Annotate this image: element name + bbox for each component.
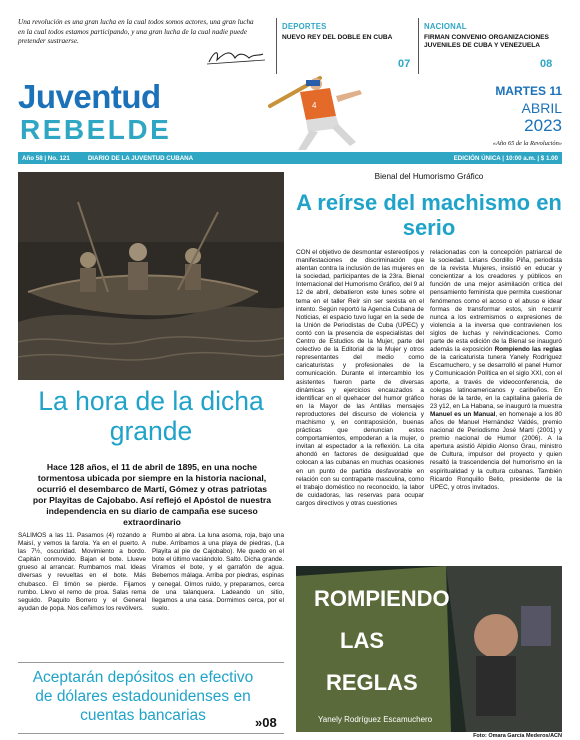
section-page-deportes: 07 — [398, 58, 411, 70]
second-body-col2: relacionadas con la concepción patriarcal de la sociedad. Lirians Gordillo Piña, periodista de la revista Mujeres, insistió en educar y concientizar a los creadores y públicos en función de una mejor asimilación crítica del pensamiento feminista que permita cuestionar fenómenos como el acoso o el abuso e idear formas de transformar estos, sin recurrir nunca a los extremismos o expresiones de violencia a la inversa que contravienen los siglos de luchas y reivindicaciones. Como parte de esta edición de la Bienal se inauguró además la exposición Rompiendo las reglas de la caricaturista tunera Yanely Rodríguez Escamuchero, y se desarrolló el panel Humor y Comunicación Política en el siglo XXI, con el aporte, a través de videoconferencia, de colegas latinoamericanos y caribeños. En horas de la tarde, en la capitalina galería de 23 y12, en La Habana, se inauguró la muestra Manuel es un Manual, en homenaje a los 80 años de Manuel Hernández Valdés, premio nacional de Periodismo José Martí (2001) y premio nacional de Humor (2006). A la apertura asistió Alpidio Alonso Grau, ministro de Cultura, impulsor del proyecto y quien resaltó la trascendencia del humorismo en la espiritualidad y la cultura cubanas. También Ricardo Ronquillo Bello, presidente de la UPEC, y otros invitados. — [430, 249, 562, 491]
banner-word-2: LAS — [340, 628, 384, 653]
section-page-nacional: 08 — [540, 58, 553, 70]
lead-deck: Hace 128 años, el 11 de abril de 1895, en una noche tormentosa ubicada por siempre en la historia nacional, ocurrió el desembarco de Martí, Gómez y otras patriotas por Playitas de Cajobabo. Así reflejó el Apóstol de nuestra independencia en su diario de campaña ese suceso extraordinario — [32, 462, 272, 527]
ad-page-ref: »08 — [255, 715, 277, 730]
top-quote: Una revolución es una gran lucha en la cual todos somos actores, una gran lucha en la cual todos estamos participando, y una gran lucha de la cual nadie puede pretender sustraerse. — [18, 18, 254, 46]
lead-body-col1: SALIMOS a las 11. Pasamos (4) rozando a Maisí, y vemos la farola. Ya en el puerto. A las 7½, oscuridad. Movimiento a bordo. Capitán conmovido. Bajan el bote. Llueve grueso al arrancar. Rumbamos mal. Ideas diversas y revueltas en el bote. Más chubasco. El timón se pierde. Fijamos rumbo. Llevo el remo de proa. Salas rema seguido. Paquito Borrero y el General ayudan de popa. Nos ceñimos los revólvers. — [18, 532, 146, 612]
section-label-deportes[interactable]: DEPORTES — [282, 22, 327, 31]
date-weekday: MARTES 11 — [495, 84, 562, 98]
edition-price: EDICIÓN ÚNICA | 10:00 a.m. | $ 1.00 — [453, 154, 558, 162]
date-year: 2023 — [524, 116, 562, 135]
divider — [418, 18, 419, 74]
exhibit-name: Rompiendo las reglas — [494, 346, 562, 354]
second-kicker: Bienal del Humorismo Gráfico — [374, 172, 484, 181]
masthead-rebelde: REBELDE — [20, 114, 172, 145]
section-headline-deportes[interactable]: NUEVO REY DEL DOBLE EN CUBA — [282, 34, 393, 41]
date-month: ABRIL — [521, 100, 562, 116]
ad-headline[interactable]: Aceptarán depósitos en efectivo de dólares estadounidenses en cuentas bancarias — [32, 669, 254, 724]
lead-body-col2: Rumbo al abra. La luna asoma, roja, bajo una nube. Arribamos a una playa de piedras, (La Playita al pie de Cajobabo). Me quedo en el bote el último vaciándolo. Salto. Dicha grande. Viramos el bote, y el garrafón de agua. Bebemos málaga. Arriba por piedras, espinas y cenegal. Oímos ruido, y preparamos, cerca de una talanquera. Ladeando un sitio, llegamos a una casa. Dormimos cerca, por el suelo. — [152, 532, 284, 612]
banner-artist: Yanely Rodríguez Escamuchero — [318, 715, 433, 724]
second-body-col1: CON el objetivo de desmontar estereotipos y manifestaciones de discriminación que atentan contra la inclusión de las mujeres en la sociedad, participantes de la 23ra. Bienal Internacional del Humorismo Gráfico, del 9 al 12 de abril, debatieron este lunes sobre el tema en el taller Reír sin ser sexista en el intento. Según reportó la Agencia Cubana de Noticias, el espacio tuvo lugar en la sede de la Unión de Periodistas de Cuba (UPEC) y contó con la presencia de especialistas del Centro de Estudios de la Mujer, parte del colectivo de la Editorial de la Mujer y otros representantes del medio como caricaturistas y profesionales de la comunicación. Durante el intercambio los asistentes fueron parte de diversas dinámicas y ejercicios encauzados a identificar en el quehacer del humor gráfico en la Mayor de las Antillas mensajes reproductores del discurso de violencia y machismo y, en contraposición, buenas prácticas que denuncian estos comportamientos, empoderan a la mujer, o invitan al espectador a la reflexión. La cita ahondó en factores de desigualdad que colocan a las cubanas en muchas ocasiones en un punto de partida desfavorable en relación con su contraparte masculina, como el trabajo doméstico no reconocido, la labor de cuidadoras, las reservas para ocupar cargos directivos y otras cuestiones — [296, 249, 424, 507]
banner-word-3: REGLAS — [326, 670, 418, 695]
section-headline-nacional[interactable]: FIRMAN CONVENIO ORGANIZACIONES JUVENILES DE CUBA Y VENEZUELA — [424, 34, 549, 49]
second-headline[interactable]: A reírse del machismo en serio — [296, 190, 562, 240]
masthead-band — [18, 152, 562, 164]
tagline: DIARIO DE LA JUVENTUD CUBANA — [87, 154, 194, 162]
exhibit-name-2: Manuel es un Manual — [430, 410, 496, 418]
photo-credit: Foto: Omara García Mederos/ACN — [473, 733, 562, 739]
masthead-juventud: Juventud — [18, 78, 161, 115]
issue-number: Año 58 | No. 121 — [22, 154, 70, 162]
landing-engraving-image — [18, 172, 284, 380]
banner-word-1: ROMPIENDO — [314, 586, 450, 611]
exhibition-photo — [296, 566, 562, 732]
signature-image — [205, 46, 267, 68]
svg-text:4: 4 — [312, 101, 317, 110]
section-label-nacional[interactable]: NACIONAL — [424, 22, 467, 31]
baseball-player-image — [250, 66, 400, 152]
anniversary-line: «Año 65 de la Revolución» — [492, 140, 562, 147]
lead-headline[interactable]: La hora de la dicha grande — [38, 386, 264, 446]
